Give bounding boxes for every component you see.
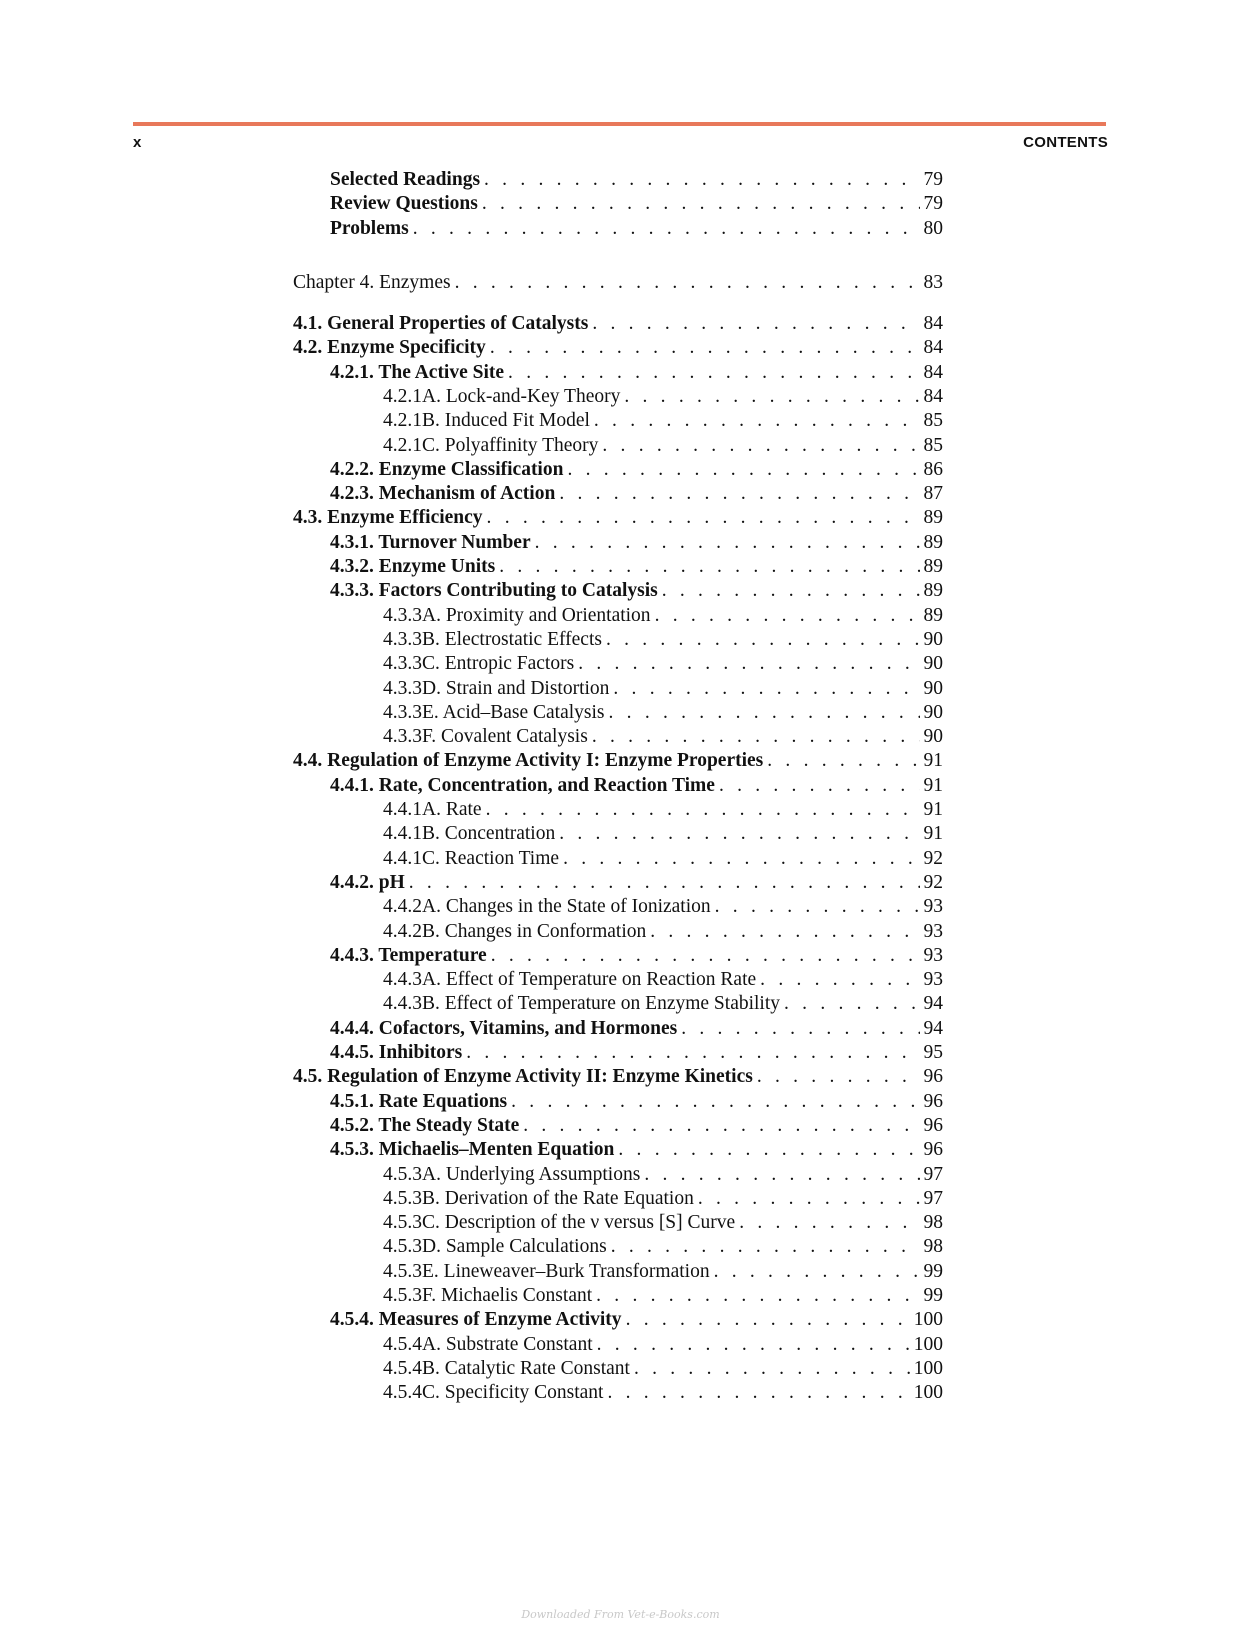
toc-entry[interactable]	[293, 507, 943, 532]
toc-entry-page-number: 99	[923, 1285, 943, 1306]
toc-entry[interactable]	[383, 1358, 943, 1383]
dot-leader	[592, 726, 920, 748]
toc-entry-page-number: 96	[923, 1066, 943, 1088]
toc-entry[interactable]	[293, 272, 943, 297]
toc-entry-page-number: 94	[923, 1017, 943, 1039]
toc-entry-title: 4.3.1. Turnover Number	[330, 531, 531, 553]
toc-entry-page-number: 85	[923, 434, 943, 456]
toc-entry[interactable]	[383, 726, 943, 751]
toc-entry-page-number: 97	[923, 1163, 943, 1185]
toc-entry-title: 4.3.2. Enzyme Units	[330, 556, 496, 577]
toc-entry-page-number: 89	[923, 604, 943, 626]
toc-entry-title: 4.4.2A. Changes in the State of Ionization	[383, 896, 711, 918]
dot-leader	[784, 993, 919, 1015]
toc-entry-title: 4.4. Regulation of Enzyme Activity I: Enzyme Properties	[293, 750, 764, 772]
toc-entry[interactable]	[330, 945, 943, 970]
dot-leader	[409, 872, 920, 894]
toc-entry-page-number: 93	[923, 920, 943, 942]
dot-leader	[767, 750, 919, 772]
toc-entry[interactable]	[383, 1285, 943, 1310]
dot-leader	[559, 483, 919, 505]
dot-leader	[508, 362, 919, 384]
toc-entry-title: 4.2.1. The Active Site	[330, 361, 505, 383]
dot-leader	[634, 1358, 910, 1380]
toc-entry-title: 4.4.1B. Concentration	[383, 823, 556, 845]
dot-leader	[609, 702, 920, 724]
page-number-label: x	[133, 134, 142, 151]
toc-entry-page-number: 99	[923, 1260, 943, 1282]
toc-entry-page-number: 89	[923, 556, 943, 577]
dot-leader	[626, 1309, 910, 1331]
toc-entry[interactable]	[383, 1261, 943, 1286]
toc-entry-title: 4.4.4. Cofactors, Vitamins, and Hormones	[330, 1017, 678, 1039]
toc-entry-title: 4.3.3C. Entropic Factors	[383, 653, 575, 675]
toc-entry[interactable]	[330, 218, 943, 243]
toc-entry-page-number: 89	[923, 531, 943, 553]
toc-entry-title: 4.2.2. Enzyme Classification	[330, 458, 564, 480]
toc-entry-page-number: 80	[923, 217, 943, 239]
toc-entry-title: 4.4.2B. Changes in Conformation	[383, 920, 647, 942]
toc-entry[interactable]	[330, 872, 943, 897]
toc-entry[interactable]	[383, 410, 943, 435]
toc-entry[interactable]	[330, 1091, 943, 1116]
toc-entry-page-number: 98	[923, 1212, 943, 1234]
toc-entry[interactable]	[383, 848, 943, 873]
toc-entry[interactable]	[330, 775, 943, 800]
dot-leader	[567, 459, 919, 481]
toc-entry[interactable]	[383, 605, 943, 630]
toc-entry[interactable]	[383, 1212, 943, 1237]
toc-entry-page-number: 90	[923, 726, 943, 748]
toc-entry-page-number: 93	[923, 944, 943, 966]
toc-entry-page-number: 84	[923, 313, 943, 334]
toc-entry[interactable]	[383, 678, 943, 703]
toc-entry[interactable]	[330, 193, 943, 218]
toc-entry-page-number: 87	[923, 483, 943, 505]
dot-leader	[662, 580, 920, 602]
toc-entry-page-number: 90	[923, 653, 943, 675]
toc-entry-page-number: 96	[923, 1139, 943, 1161]
toc-entry[interactable]	[383, 1334, 943, 1359]
toc-entry-title: 4.3.3. Factors Contributing to Catalysis	[330, 580, 658, 602]
toc-entry-page-number: 91	[923, 823, 943, 845]
toc-entry-page-number: 94	[923, 993, 943, 1015]
watermark-footer: Downloaded From Vet-e-Books.com	[521, 1608, 720, 1621]
toc-entry[interactable]	[293, 337, 943, 362]
toc-entry-title: Selected Readings	[330, 169, 481, 190]
toc-entry-title: 4.5.3F. Michaelis Constant	[383, 1285, 593, 1306]
toc-entry[interactable]	[330, 459, 943, 484]
toc-entry-title: 4.1. General Properties of Catalysts	[293, 313, 589, 334]
toc-entry[interactable]	[330, 362, 943, 387]
toc-entry-title: 4.4.1. Rate, Concentration, and Reaction Time	[330, 774, 715, 796]
dot-leader	[760, 969, 919, 991]
dot-leader	[624, 386, 919, 408]
toc-entry[interactable]	[330, 169, 943, 194]
toc-entry-page-number: 91	[923, 799, 943, 820]
dot-leader	[523, 1115, 919, 1137]
toc-entry-page-number: 84	[923, 361, 943, 383]
dot-leader	[607, 1382, 909, 1404]
toc-entry-page-number: 97	[923, 1187, 943, 1209]
dot-leader	[491, 945, 920, 967]
toc-entry-title: 4.5.3B. Derivation of the Rate Equation	[383, 1187, 694, 1209]
running-title: CONTENTS	[1023, 134, 1108, 151]
dot-leader	[597, 1334, 910, 1356]
toc-entry-title: 4.4.3. Temperature	[330, 944, 487, 966]
toc-entry-title: Chapter 4. Enzymes	[293, 272, 451, 293]
toc-entry[interactable]	[383, 1164, 943, 1189]
toc-entry-title: 4.3.3B. Electrostatic Effects	[383, 628, 602, 650]
toc-entry[interactable]	[383, 799, 943, 824]
toc-entry-page-number: 93	[923, 896, 943, 918]
toc-entry-page-number: 91	[923, 774, 943, 796]
toc-entry-title: 4.2.1C. Polyaffinity Theory	[383, 434, 599, 456]
toc-entry-page-number: 95	[923, 1042, 943, 1063]
toc-entry[interactable]	[383, 993, 943, 1018]
toc-entry[interactable]	[383, 386, 943, 411]
dot-leader	[559, 823, 919, 845]
toc-entry-title: 4.5.4. Measures of Enzyme Activity	[330, 1309, 622, 1331]
toc-entry-title: 4.5.1. Rate Equations	[330, 1090, 508, 1112]
dot-leader	[611, 1236, 920, 1258]
toc-entry[interactable]	[330, 1139, 943, 1164]
dot-leader	[714, 1261, 920, 1283]
toc-entry-title: 4.4.5. Inhibitors	[330, 1042, 463, 1063]
toc-entry[interactable]	[330, 1309, 943, 1334]
toc-entry-title: 4.3. Enzyme Efficiency	[293, 507, 483, 529]
dot-leader	[486, 799, 920, 821]
dot-leader	[578, 653, 919, 675]
toc-entry-title: 4.3.3A. Proximity and Orientation	[383, 604, 651, 626]
toc-entry[interactable]	[293, 750, 943, 775]
dot-leader	[490, 337, 920, 359]
toc-entry-title: 4.5.3C. Description of the ν versus [S] Curve	[383, 1212, 736, 1234]
toc-entry-page-number: 89	[923, 580, 943, 602]
toc-entry[interactable]	[330, 1018, 943, 1043]
toc-entry[interactable]	[293, 313, 943, 338]
toc-entry-title: 4.5. Regulation of Enzyme Activity II: Enzyme Kinetics	[293, 1066, 753, 1088]
toc-entry-title: 4.2. Enzyme Specificity	[293, 337, 486, 359]
toc-entry-page-number: 91	[923, 750, 943, 772]
dot-leader	[455, 272, 920, 294]
toc-entry-title: 4.5.2. The Steady State	[330, 1114, 520, 1136]
toc-entry-page-number: 90	[923, 701, 943, 723]
dot-leader	[698, 1188, 920, 1210]
toc-entry[interactable]	[330, 483, 943, 508]
dot-leader	[594, 410, 920, 432]
toc-entry-title: 4.4.3A. Effect of Temperature on Reaction Rate	[383, 969, 757, 991]
toc-entry-page-number: 96	[923, 1090, 943, 1112]
toc-entry[interactable]	[330, 532, 943, 557]
dot-leader	[644, 1164, 919, 1186]
dot-leader	[655, 605, 920, 627]
toc-entry[interactable]	[330, 556, 943, 581]
dot-leader	[484, 169, 919, 191]
toc-entry-page-number: 86	[923, 458, 943, 480]
dot-leader	[606, 629, 920, 651]
toc-entry-title: Review Questions	[330, 193, 478, 215]
dot-leader	[618, 1139, 919, 1161]
toc-entry-title: 4.3.3D. Strain and Distortion	[383, 677, 610, 699]
dot-leader	[592, 313, 919, 335]
toc-entry[interactable]	[330, 580, 943, 605]
toc-entry-page-number: 84	[923, 385, 943, 407]
toc-entry-title: 4.4.2. pH	[330, 871, 405, 893]
toc-entry-title: 4.5.4B. Catalytic Rate Constant	[383, 1357, 630, 1379]
toc-entry-title: 4.4.1A. Rate	[383, 799, 482, 820]
dot-leader	[466, 1042, 919, 1064]
toc-entry-title: 4.2.1A. Lock-and-Key Theory	[383, 385, 621, 407]
toc-entry-title: Problems	[330, 217, 409, 239]
toc-entry-page-number: 84	[923, 337, 943, 359]
dot-leader	[613, 678, 919, 700]
toc-entry[interactable]	[293, 1066, 943, 1091]
toc-entry-title: 4.5.4A. Substrate Constant	[383, 1333, 593, 1355]
toc-entry-page-number: 96	[923, 1114, 943, 1136]
toc-entry-page-number: 98	[923, 1236, 943, 1258]
toc-entry[interactable]	[383, 1188, 943, 1213]
toc-entry[interactable]	[383, 702, 943, 727]
toc-entry-title: 4.2.3. Mechanism of Action	[330, 483, 556, 505]
toc-entry-page-number: 100	[913, 1357, 943, 1379]
dot-leader	[487, 507, 920, 529]
dot-leader	[596, 1285, 919, 1307]
toc-entry-page-number: 83	[923, 272, 943, 293]
toc-entry[interactable]	[383, 896, 943, 921]
toc-entry[interactable]	[383, 1236, 943, 1261]
toc-entry[interactable]	[383, 435, 943, 460]
dot-leader	[602, 435, 919, 457]
toc-entry-page-number: 85	[923, 410, 943, 432]
toc-entry-page-number: 100	[913, 1333, 943, 1355]
toc-entry[interactable]	[383, 629, 943, 654]
dot-leader	[413, 218, 920, 240]
toc-entry-title: 4.3.3E. Acid–Base Catalysis	[383, 701, 605, 723]
toc-entry-page-number: 89	[923, 507, 943, 529]
toc-entry-page-number: 79	[923, 193, 943, 215]
toc-entry[interactable]	[383, 921, 943, 946]
toc-entry-page-number: 100	[913, 1309, 943, 1331]
toc-entry[interactable]	[383, 1382, 943, 1407]
toc-entry-page-number: 93	[923, 969, 943, 991]
toc-entry[interactable]	[383, 823, 943, 848]
toc-entry[interactable]	[383, 969, 943, 994]
toc-entry-title: 4.5.4C. Specificity Constant	[383, 1382, 604, 1404]
dot-leader	[563, 848, 919, 870]
dot-leader	[757, 1066, 920, 1088]
toc-entry-page-number: 92	[923, 871, 943, 893]
toc-entry-title: 4.4.1C. Reaction Time	[383, 847, 560, 869]
dot-leader	[719, 775, 920, 797]
toc-entry-title: 4.5.3E. Lineweaver–Burk Transformation	[383, 1260, 710, 1282]
toc-entry-title: 4.5.3A. Underlying Assumptions	[383, 1163, 641, 1185]
toc-entry-page-number: 92	[923, 847, 943, 869]
dot-leader	[715, 896, 920, 918]
toc-entry[interactable]	[383, 653, 943, 678]
dot-leader	[535, 532, 920, 554]
toc-entry[interactable]	[330, 1042, 943, 1067]
dot-leader	[499, 556, 919, 578]
toc-entry-title: 4.4.3B. Effect of Temperature on Enzyme Stability	[383, 993, 781, 1015]
toc-entry-title: 4.3.3F. Covalent Catalysis	[383, 726, 588, 748]
dot-leader	[482, 193, 920, 215]
dot-leader	[681, 1018, 919, 1040]
toc-entry-title: 4.5.3D. Sample Calculations	[383, 1236, 607, 1258]
toc-entry-page-number: 79	[923, 169, 943, 190]
dot-leader	[739, 1212, 919, 1234]
dot-leader	[511, 1091, 919, 1113]
dot-leader	[650, 921, 919, 943]
toc-entry[interactable]	[330, 1115, 943, 1140]
toc-entry-title: 4.5.3. Michaelis–Menten Equation	[330, 1139, 615, 1161]
toc-entry-page-number: 90	[923, 677, 943, 699]
toc-entry-page-number: 100	[913, 1382, 943, 1404]
toc-entry-page-number: 90	[923, 628, 943, 650]
toc-entry-title: 4.2.1B. Induced Fit Model	[383, 410, 590, 432]
